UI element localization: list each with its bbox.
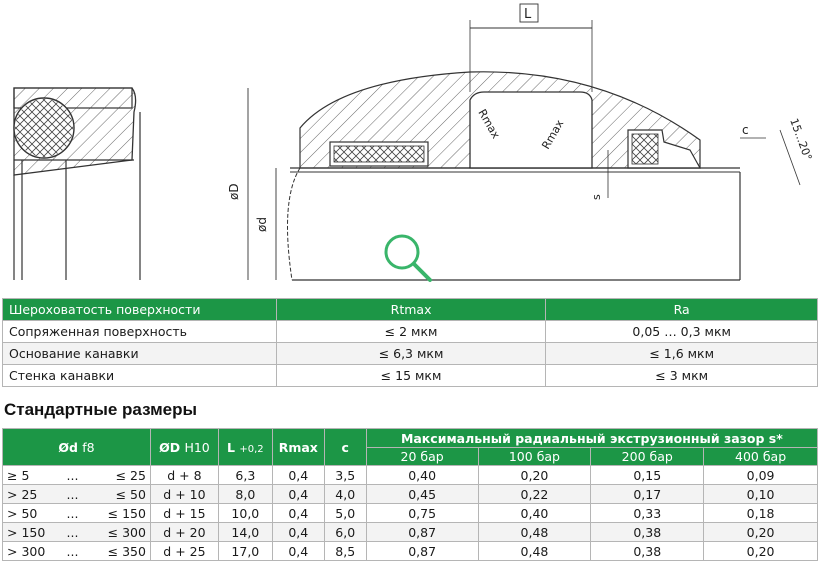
rtmax-value: ≤ 2 мкм (276, 321, 546, 343)
d-range-dots: ... (66, 524, 79, 540)
d-range-from: > 300 (7, 543, 46, 559)
d-range-dots: ... (66, 486, 79, 502)
d-range-cell (3, 542, 151, 561)
gap-value: 0,10 (704, 485, 818, 504)
gap-value: 0,48 (478, 542, 591, 561)
gap-value: 0,17 (591, 485, 704, 504)
d-range-to: ≤ 50 (115, 486, 146, 502)
d-range-from: ≥ 5 (7, 467, 30, 483)
L-header: L +0,2 (218, 429, 272, 466)
pressure-header: 100 бар (478, 448, 591, 466)
section-title: Стандартные размеры (4, 400, 198, 419)
d-range-dots: ... (66, 467, 79, 483)
L-value: 6,3 (218, 466, 272, 485)
gap-value: 0,40 (478, 504, 591, 523)
gap-value: 0,22 (478, 485, 591, 504)
L-value: 10,0 (218, 504, 272, 523)
standard-sizes-table (2, 428, 818, 561)
ra-value: ≤ 1,6 мкм (546, 343, 818, 365)
gap-value: 0,18 (704, 504, 818, 523)
dim-L-label: L (524, 7, 532, 22)
rmax-label-2: Rmax (539, 117, 567, 152)
D-value: d + 8 (150, 466, 218, 485)
c-value: 6,0 (324, 523, 366, 542)
gap-header: Максимальный радиальный экструзионный зазор s* (366, 429, 817, 448)
rmax-header: Rmax (272, 429, 324, 466)
gap-value: 0,15 (591, 466, 704, 485)
pressure-header: 200 бар (591, 448, 704, 466)
gap-value: 0,48 (478, 523, 591, 542)
gap-value: 0,87 (366, 542, 478, 561)
gap-value: 0,20 (704, 542, 818, 561)
gap-value: 0,20 (704, 523, 818, 542)
table-row (3, 523, 818, 542)
rmax-label-1: Rmax (475, 107, 503, 141)
table-row (3, 343, 818, 365)
pressure-header: 20 бар (366, 448, 478, 466)
c-header: c (324, 429, 366, 466)
roughness-header: Шероховатость поверхности (3, 299, 277, 321)
dim-D-label: øD (227, 183, 241, 200)
c-value: 3,5 (324, 466, 366, 485)
dim-s-label: s (590, 194, 603, 200)
table-row (3, 365, 818, 387)
D-header: ØD H10 (150, 429, 218, 466)
pressure-header: 400 бар (704, 448, 818, 466)
table-row (3, 466, 818, 485)
gap-value: 0,38 (591, 523, 704, 542)
rmax-value: 0,4 (272, 504, 324, 523)
gap-value: 0,87 (366, 523, 478, 542)
d-range-to: ≤ 150 (107, 505, 146, 521)
L-value: 17,0 (218, 542, 272, 561)
d-range-dots: ... (66, 543, 79, 559)
ra-value: 0,05 … 0,3 мкм (546, 321, 818, 343)
d-range-cell (3, 466, 151, 485)
d-range-dots: ... (66, 505, 79, 521)
angle-label: 15...20° (787, 116, 815, 163)
dim-d-label: ød (255, 217, 269, 232)
L-value: 14,0 (218, 523, 272, 542)
D-value: d + 20 (150, 523, 218, 542)
gap-value: 0,38 (591, 542, 704, 561)
table-row (3, 542, 818, 561)
d-range-cell (3, 485, 151, 504)
d-range-cell (3, 523, 151, 542)
gap-value: 0,75 (366, 504, 478, 523)
rmax-value: 0,4 (272, 542, 324, 561)
table-row (3, 504, 818, 523)
seal-section-view (14, 88, 140, 280)
housing-groove-view (227, 4, 814, 280)
surface-name: Основание канавки (3, 343, 277, 365)
d-range-from: > 50 (7, 505, 38, 521)
c-value: 4,0 (324, 485, 366, 504)
ra-value: ≤ 3 мкм (546, 365, 818, 387)
table-row (3, 321, 818, 343)
D-value: d + 25 (150, 542, 218, 561)
d-range-to: ≤ 25 (115, 467, 146, 483)
D-value: d + 15 (150, 504, 218, 523)
d-range-cell (3, 504, 151, 523)
rtmax-value: ≤ 6,3 мкм (276, 343, 546, 365)
surface-name: Сопряженная поверхность (3, 321, 277, 343)
rtmax-header: Rtmax (276, 299, 546, 321)
gap-value: 0,45 (366, 485, 478, 504)
gap-value: 0,33 (591, 504, 704, 523)
rtmax-value: ≤ 15 мкм (276, 365, 546, 387)
gap-value: 0,40 (366, 466, 478, 485)
gap-value: 0,09 (704, 466, 818, 485)
rmax-value: 0,4 (272, 466, 324, 485)
ra-header: Ra (546, 299, 818, 321)
c-value: 5,0 (324, 504, 366, 523)
d-range-from: > 25 (7, 486, 38, 502)
d-range-to: ≤ 300 (107, 524, 146, 540)
surface-name: Стенка канавки (3, 365, 277, 387)
rmax-value: 0,4 (272, 523, 324, 542)
dim-c-label: c (742, 123, 749, 137)
c-value: 8,5 (324, 542, 366, 561)
d-header: Ød f8 (3, 429, 151, 466)
rmax-value: 0,4 (272, 485, 324, 504)
L-value: 8,0 (218, 485, 272, 504)
zoom-icon[interactable] (378, 228, 440, 290)
d-range-to: ≤ 350 (107, 543, 146, 559)
d-range-from: > 150 (7, 524, 46, 540)
table-row (3, 485, 818, 504)
gap-value: 0,20 (478, 466, 591, 485)
D-value: d + 10 (150, 485, 218, 504)
roughness-table (2, 298, 818, 387)
